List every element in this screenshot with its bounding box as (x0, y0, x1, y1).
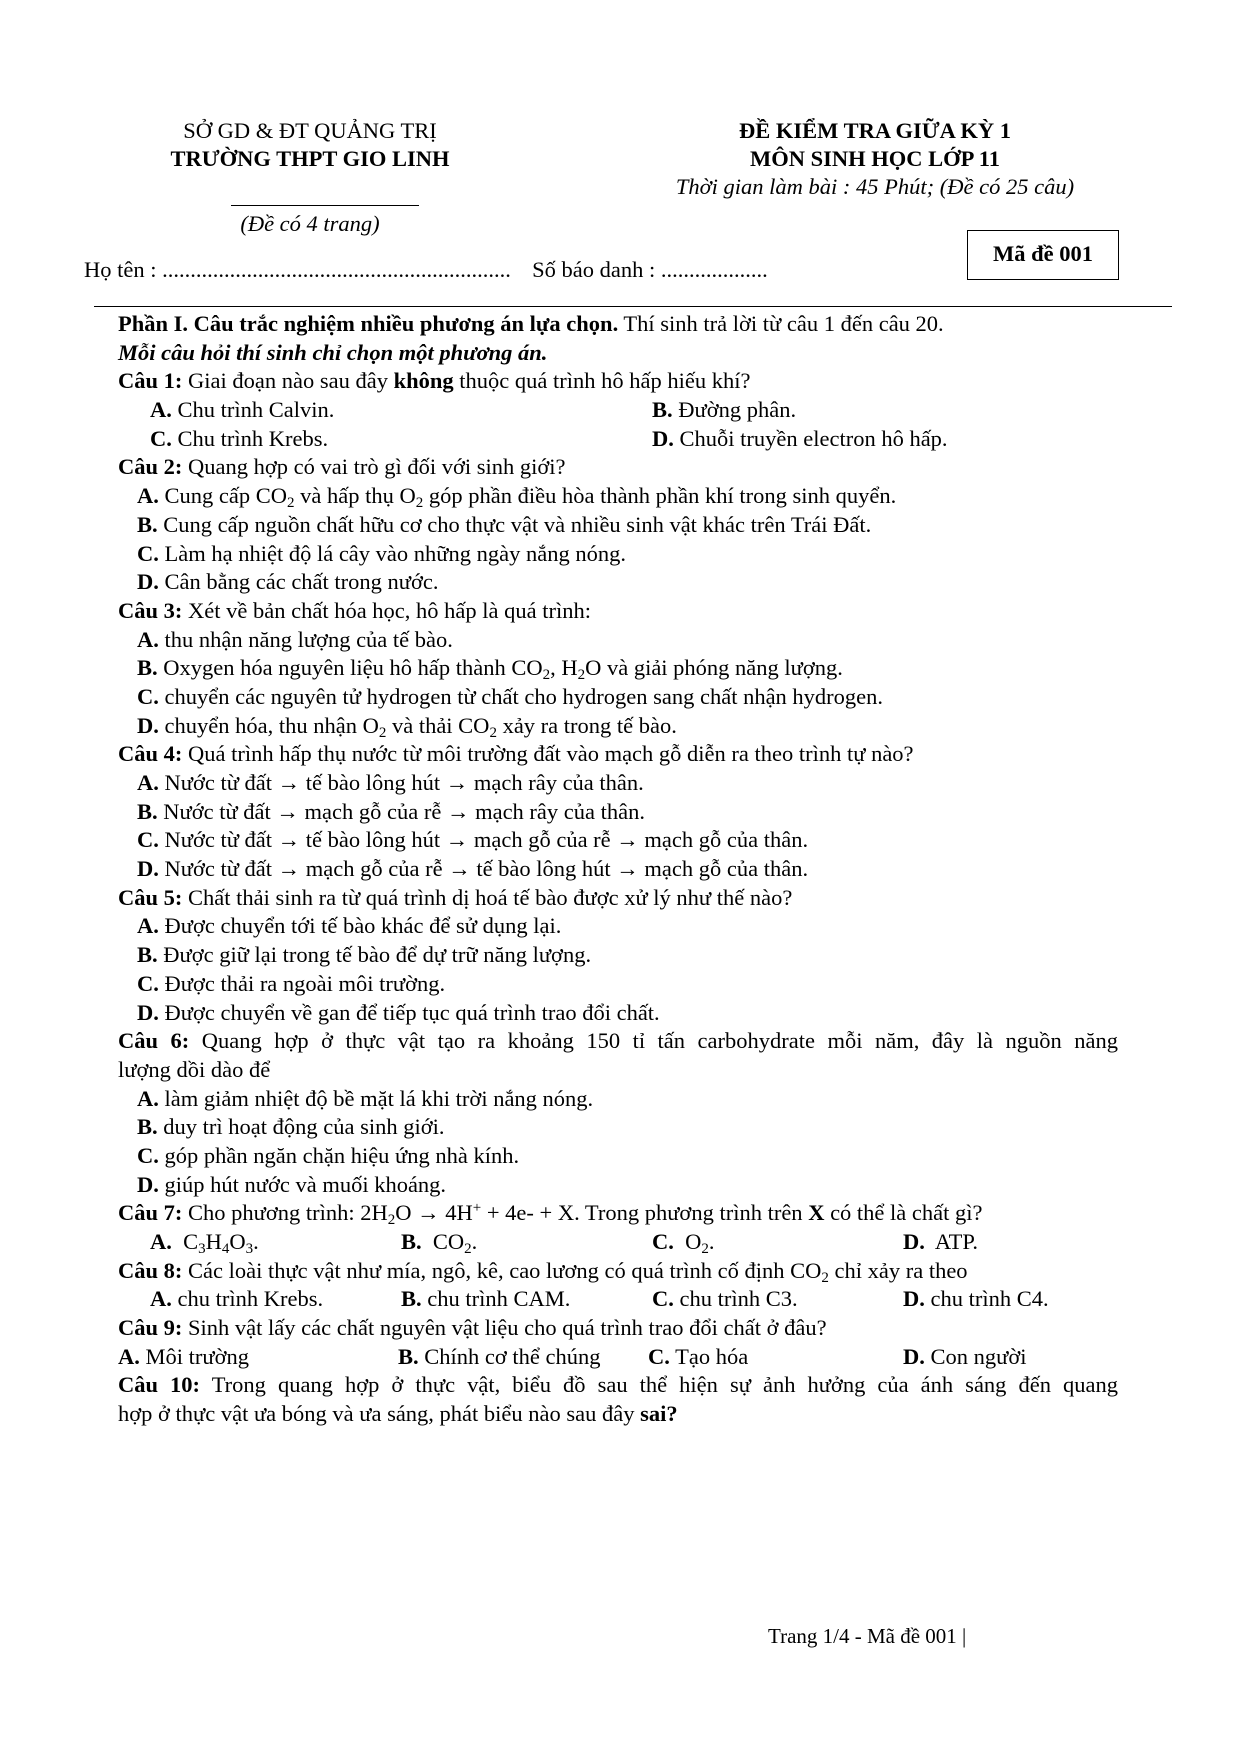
option-b[interactable] (401, 1228, 477, 1257)
option-letter: sai? (640, 1401, 678, 1427)
option-letter: D. (652, 425, 674, 451)
option-b[interactable] (118, 511, 1118, 540)
option-b[interactable] (401, 1285, 570, 1314)
option-letter: C. (137, 540, 159, 566)
option-letter: B. (137, 511, 158, 537)
name-field-label: Họ tên : .............................................................. (84, 257, 511, 282)
text-span: chu trình C3. (673, 1286, 798, 1312)
text-span: Chu trình Calvin. (171, 397, 335, 423)
option-c[interactable] (118, 970, 1118, 999)
option-letter: B. (398, 1343, 419, 1369)
option-b[interactable] (398, 1343, 601, 1372)
option-a[interactable] (150, 396, 334, 425)
option-d[interactable] (903, 1343, 1026, 1372)
option-c[interactable] (150, 425, 328, 454)
subscript: 2 (577, 667, 586, 684)
subscript: 4 (221, 1241, 230, 1257)
question-9-options (118, 1343, 1118, 1372)
text-span: và thải CO (386, 712, 490, 738)
text-span: Thí sinh trả lời từ câu 1 đến câu 20. (618, 311, 944, 336)
text-span: Cung cấp nguồn chất hữu cơ cho thực vật và nhiều sinh vật khác trên Trái Đất. (157, 511, 872, 537)
text-span: , H (550, 655, 578, 681)
option-d[interactable] (903, 1228, 978, 1257)
student-info-line (84, 256, 768, 285)
text-span: . (471, 1229, 478, 1254)
option-b[interactable] (652, 396, 796, 425)
school-name: TRƯỜNG THPT GIO LINH (170, 146, 450, 171)
text-span: Sinh vật lấy các chất nguyên vật liệu cho quá trình trao đổi chất ở đâu? (182, 1315, 827, 1341)
text-span: Câu 1: (118, 368, 183, 394)
question-6 (118, 1027, 1118, 1056)
question-4 (118, 740, 1118, 769)
option-letter: B. (137, 655, 158, 681)
option-c[interactable] (118, 683, 1118, 712)
superscript: + (472, 1200, 482, 1217)
subscript: 2 (701, 1241, 709, 1257)
text-span: O (229, 1229, 246, 1254)
text-span: Chuỗi truyền electron hô hấp. (673, 425, 948, 451)
option-letter: D. (903, 1286, 925, 1312)
option-letter: B. (137, 1114, 158, 1140)
section-note: Mỗi câu hỏi thí sinh chỉ chọn một phương án. (118, 339, 548, 365)
option-letter: B. (401, 1229, 422, 1254)
option-letter: C. (137, 1142, 159, 1168)
option-d[interactable] (118, 568, 1118, 597)
text-span: chỉ xảy ra theo (828, 1257, 968, 1283)
option-letter: D. (137, 1171, 159, 1197)
text-span: chu trình Krebs. (171, 1286, 324, 1312)
text-span: Môi trường (139, 1343, 249, 1369)
question-6-cont: lượng dồi dào để (118, 1056, 271, 1082)
subscript: 2 (378, 724, 387, 741)
text-span: Chất thải sinh ra từ quá trình dị hoá tế bào được xử lý như thế nào? (182, 884, 793, 910)
text-span: Xét về bản chất hóa học, hô hấp là quá trình: (182, 597, 592, 623)
subscript: 2 (387, 1212, 396, 1229)
header-left (150, 117, 470, 173)
option-letter: C. (137, 970, 159, 996)
text-span: Đường phân. (672, 397, 797, 423)
text-span: Câu 8: (118, 1257, 183, 1283)
text-span: Quang hợp ở thực vật tạo ra khoảng 150 tỉ tấn carbohydrate mỗi năm, đây là nguồn năng (189, 1028, 1118, 1054)
question-10-cont (118, 1400, 1118, 1429)
pages-note: (Đề có 4 trang) (240, 211, 380, 236)
option-letter: X (808, 1200, 825, 1226)
text-span: Các loài thực vật như mía, ngô, kê, cao lương có quá trình cố định CO (182, 1257, 822, 1283)
id-field-label: Số báo danh : ................... (532, 257, 768, 282)
text-span: Câu 9: (118, 1315, 183, 1341)
text-span: Câu 10: (118, 1372, 201, 1398)
option-letter: D. (903, 1229, 925, 1254)
text-span: Cho phương trình: 2H (182, 1200, 388, 1226)
text-span: Được chuyển tới tế bào khác để sử dụng lại. (158, 913, 562, 939)
option-d[interactable] (118, 1171, 1118, 1200)
text-span: Giai đoạn nào sau đây (182, 368, 394, 394)
option-letter: C. (652, 1286, 674, 1312)
question-7 (118, 1199, 1118, 1228)
text-span: Nước từ đất → tế bào lông hút → mạch rây của thân. (158, 770, 644, 795)
subscript: 2 (415, 495, 424, 512)
question-1-options-ab (118, 396, 1118, 425)
text-span: Câu 5: (118, 884, 183, 910)
option-a[interactable] (118, 626, 1118, 655)
question-list (118, 310, 1118, 1429)
text-span: góp phần ngăn chặn hiệu ứng nhà kính. (158, 1142, 520, 1168)
text-span: Được giữ lại trong tế bào để dự trữ năng lượng. (157, 942, 592, 968)
text-span: Câu 3: (118, 597, 183, 623)
text-span: chu trình CAM. (421, 1286, 571, 1312)
time-note: Thời gian làm bài : 45 Phút; (Đề có 25 câu) (675, 174, 1075, 199)
text-span: Câu 6: (118, 1028, 190, 1054)
text-span: Quá trình hấp thụ nước từ môi trường đất vào mạch gỗ diễn ra theo trình tự nào? (182, 741, 914, 767)
option-d[interactable] (652, 425, 948, 454)
option-b[interactable] (118, 1113, 1118, 1142)
question-8 (118, 1257, 1118, 1286)
option-letter: A. (150, 1229, 172, 1254)
text-span: Câu 4: (118, 741, 183, 767)
text-span: chu trình C4. (924, 1286, 1049, 1312)
header-right (640, 117, 1110, 201)
text-span: CO (421, 1229, 465, 1254)
option-a[interactable] (118, 1343, 249, 1372)
option-a[interactable] (150, 1228, 259, 1257)
subscript: 2 (821, 1269, 829, 1286)
text-span: Nước từ đất → tế bào lông hút → mạch gỗ của rễ → mạch gỗ của thân. (158, 827, 809, 853)
subscript: 3 (198, 1241, 206, 1257)
option-c[interactable] (652, 1285, 798, 1314)
option-c[interactable] (118, 540, 1118, 569)
question-9 (118, 1314, 1118, 1343)
text-span: Làm hạ nhiệt độ lá cây vào những ngày nắng nóng. (158, 540, 626, 566)
question-1-options-cd (118, 425, 1118, 454)
text-span: không (393, 368, 454, 394)
option-letter: A. (137, 626, 159, 652)
option-letter: B. (137, 798, 158, 824)
option-c[interactable] (648, 1343, 748, 1372)
option-d[interactable] (118, 712, 1118, 741)
header-divider-long (94, 306, 1172, 307)
option-letter: A. (137, 913, 159, 939)
option-letter: A. (118, 1343, 140, 1369)
text-span: Con người (924, 1343, 1027, 1369)
option-d[interactable] (903, 1285, 1049, 1314)
subscript: 2 (542, 667, 551, 684)
text-span: O và giải phóng năng lượng. (585, 655, 843, 681)
option-letter: B. (401, 1286, 422, 1312)
option-c[interactable] (652, 1228, 715, 1257)
option-b[interactable] (118, 654, 1118, 683)
option-a[interactable] (118, 769, 1118, 798)
question-1 (118, 367, 1118, 396)
page-footer: Trang 1/4 - Mã đề 001 | (768, 1624, 967, 1648)
text-span: chuyển hóa, thu nhận O (158, 712, 379, 738)
text-span: C (171, 1229, 199, 1254)
text-span: Oxygen hóa nguyên liệu hô hấp thành CO (157, 655, 543, 681)
text-span: và hấp thụ O (294, 483, 416, 509)
option-letter: A. (137, 1085, 159, 1111)
text-span: hợp ở thực vật ưa bóng và ưa sáng, phát biểu nào sau đây (118, 1401, 641, 1427)
text-span: Câu 2: (118, 454, 183, 480)
text-span: Được thải ra ngoài môi trường. (158, 970, 446, 996)
text-span: ATP. (924, 1229, 979, 1254)
exam-title: ĐỀ KIỂM TRA GIỮA KỲ 1 (739, 118, 1011, 143)
question-8-options (118, 1285, 1118, 1314)
option-letter: C. (652, 1229, 674, 1254)
text-span: Câu 7: (118, 1200, 183, 1226)
option-letter: D. (903, 1343, 925, 1369)
option-d[interactable] (118, 999, 1118, 1028)
text-span: làm giảm nhiệt độ bề mặt lá khi trời nắng nóng. (158, 1085, 594, 1111)
option-letter: D. (137, 569, 159, 595)
text-span: Cân bằng các chất trong nước. (158, 569, 439, 595)
text-span: Chính cơ thể chúng (418, 1343, 601, 1369)
option-a[interactable] (118, 482, 1118, 511)
text-span: có thể là chất gì? (824, 1200, 983, 1226)
option-letter: C. (137, 683, 159, 709)
text-span: Phần I. Câu trắc nghiệm nhiều phương án lựa chọn. (118, 311, 619, 336)
option-letter: D. (137, 712, 159, 738)
text-span: Quang hợp có vai trò gì đối với sinh giới? (182, 454, 566, 480)
question-2 (118, 453, 1118, 482)
option-letter: A. (150, 397, 172, 423)
option-letter: A. (150, 1286, 172, 1312)
option-c[interactable] (118, 826, 1118, 855)
text-span: O → 4H (395, 1200, 473, 1226)
question-5 (118, 884, 1118, 913)
question-10 (118, 1371, 1118, 1400)
text-span: . (253, 1229, 259, 1254)
text-span: Nước từ đất → mạch gỗ của rễ → tế bào lông hút → mạch gỗ của thân. (158, 856, 809, 882)
option-letter: D. (137, 999, 159, 1025)
text-span: chuyển các nguyên tử hydrogen từ chất cho hydrogen sang chất nhận hydrogen. (158, 683, 884, 709)
text-span: Cung cấp CO (158, 483, 287, 509)
exam-code-box: Mã đề 001 (967, 230, 1119, 280)
option-a[interactable] (118, 1085, 1118, 1114)
text-span: . (708, 1229, 715, 1254)
header-divider-short (231, 205, 419, 206)
subscript: 3 (245, 1241, 254, 1257)
option-b[interactable] (118, 798, 1118, 827)
text-span: + 4e- + X. Trong phương trình trên (481, 1200, 809, 1226)
department-name: SỞ GD & ĐT QUẢNG TRỊ (183, 118, 437, 143)
text-span: Nước từ đất → mạch gỗ của rễ → mạch rây của thân. (157, 798, 645, 824)
option-letter: C. (648, 1343, 670, 1369)
option-b[interactable] (118, 941, 1118, 970)
option-letter: B. (137, 942, 158, 968)
option-d[interactable] (118, 855, 1118, 884)
subject-title: MÔN SINH HỌC LỚP 11 (749, 146, 1001, 171)
text-span: Trong quang hợp ở thực vật, biểu đồ sau thể hiện sự ảnh hưởng của ánh sáng đến quang (200, 1372, 1118, 1398)
text-span: H (205, 1229, 222, 1254)
text-span: thuộc quá trình hô hấp hiếu khí? (453, 368, 751, 394)
question-3 (118, 597, 1118, 626)
option-letter: C. (137, 827, 159, 853)
text-span: Tạo hóa (669, 1343, 749, 1369)
option-a[interactable] (150, 1285, 323, 1314)
text-span: thu nhận năng lượng của tế bào. (158, 626, 453, 652)
subscript: 2 (489, 724, 497, 741)
section-title (118, 310, 1118, 339)
text-span: xảy ra trong tế bào. (496, 712, 677, 738)
text-span: O (673, 1229, 702, 1254)
text-span: giúp hút nước và muối khoáng. (158, 1171, 447, 1197)
option-a[interactable] (118, 912, 1118, 941)
subscript: 2 (287, 495, 295, 512)
text-span: góp phần điều hòa thành phần khí trong sinh quyển. (423, 483, 897, 509)
text-span: Được chuyển về gan để tiếp tục quá trình trao đổi chất. (158, 999, 660, 1025)
option-letter: D. (137, 856, 159, 882)
subscript: 2 (464, 1241, 472, 1257)
option-letter: A. (137, 770, 159, 795)
text-span: Chu trình Krebs. (171, 425, 329, 451)
option-letter: A. (137, 483, 159, 509)
question-7-options (118, 1228, 1118, 1257)
option-letter: B. (652, 397, 673, 423)
option-letter: C. (150, 425, 172, 451)
text-span: duy trì hoạt động của sinh giới. (157, 1114, 445, 1140)
option-c[interactable] (118, 1142, 1118, 1171)
